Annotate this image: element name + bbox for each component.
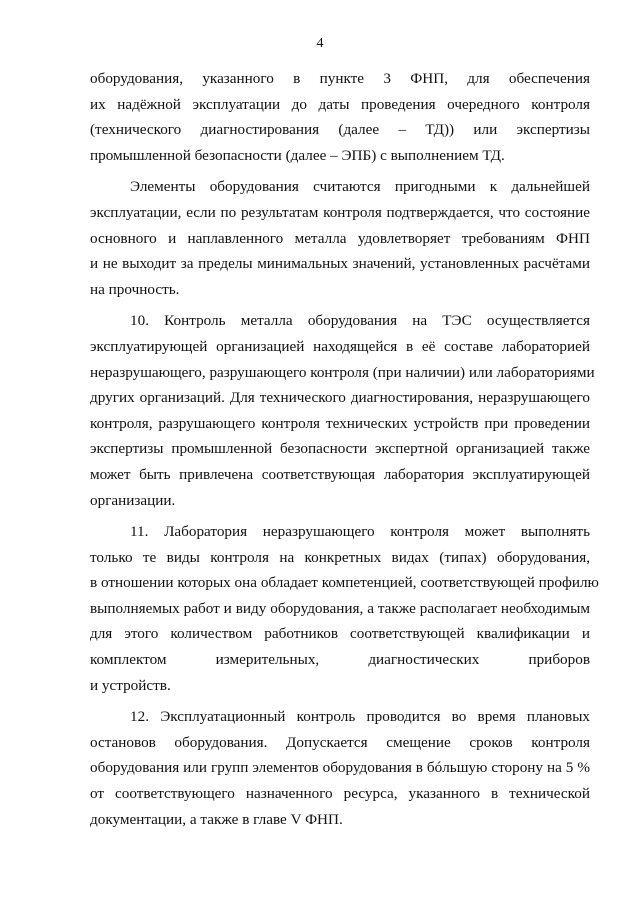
text-line: эксплуатирующей организацией находящейся в её составе лабораторией [90, 337, 590, 355]
page-number: 4 [316, 36, 324, 51]
text-line: неразрушающего, разрушающего контроля (при наличии) или лабораториями [90, 363, 595, 381]
paragraph-continuation [90, 66, 590, 168]
document-body [90, 66, 599, 832]
paragraph-elements-suitability [90, 174, 590, 302]
text-line: Элементы оборудования считаются пригодными к дальнейшей [130, 178, 590, 196]
paragraph-12 [90, 704, 590, 832]
text-line: документации, а также в главе V ФНП. [90, 810, 343, 828]
text-line: и не выходит за пределы минимальных значений, установленных расчётами [90, 255, 590, 273]
text-line: в отношении которых она обладает компетенцией, соответствующей профилю [90, 574, 599, 592]
text-line: остановов оборудования. Допускается смещение сроков контроля [90, 733, 590, 751]
text-line: организации. [90, 491, 176, 509]
text-line: оборудования, указанного в пункте 3 ФНП, для обеспечения [90, 70, 590, 87]
text-line: для этого количеством работников соответствующей квалификации и [90, 625, 590, 643]
text-line: только те виды контроля на конкретных видах (типах) оборудования, [90, 548, 590, 566]
paragraph-11 [90, 519, 599, 698]
text-line: и устройств. [90, 676, 171, 694]
text-line: оборудования или групп элементов оборудования в бóльшую сторону на 5 % [90, 759, 590, 777]
text-line: основного и наплавленного металла удовлетворяет требованиям ФНП [90, 229, 590, 247]
text-line: (технического диагностирования (далее – ТД)) или экспертизы [90, 121, 590, 139]
text-line: 10. Контроль металла оборудования на ТЭС осуществляется [130, 312, 590, 330]
text-line: на прочность. [90, 280, 180, 298]
paragraph-10 [90, 308, 595, 513]
text-line: 12. Эксплуатационный контроль проводится во время плановых [130, 708, 590, 726]
text-line: экспертизы промышленной безопасности экспертной организацией также [90, 440, 590, 458]
text-line: комплектом измерительных, диагностических приборов [90, 651, 590, 669]
text-line: промышленной безопасности (далее – ЭПБ) с выполнением ТД. [90, 146, 505, 164]
text-line: эксплуатации, если по результатам контроля подтверждается, что состояние [90, 203, 590, 221]
text-line: контроля, разрушающего контроля технических устройств при проведении [90, 414, 590, 432]
text-line: других организаций. Для технического диагностирования, неразрушающего [90, 389, 590, 407]
text-line: 11. Лаборатория неразрушающего контроля может выполнять [130, 523, 590, 541]
text-line: выполняемых работ и виду оборудования, а также располагает необходимым [90, 599, 590, 617]
text-line: их надёжной эксплуатации до даты проведения очередного контроля [90, 95, 590, 113]
text-line: от соответствующего назначенного ресурса, указанного в технической [90, 785, 590, 803]
text-line: может быть привлечена соответствующая лаборатория эксплуатирующей [90, 465, 590, 483]
